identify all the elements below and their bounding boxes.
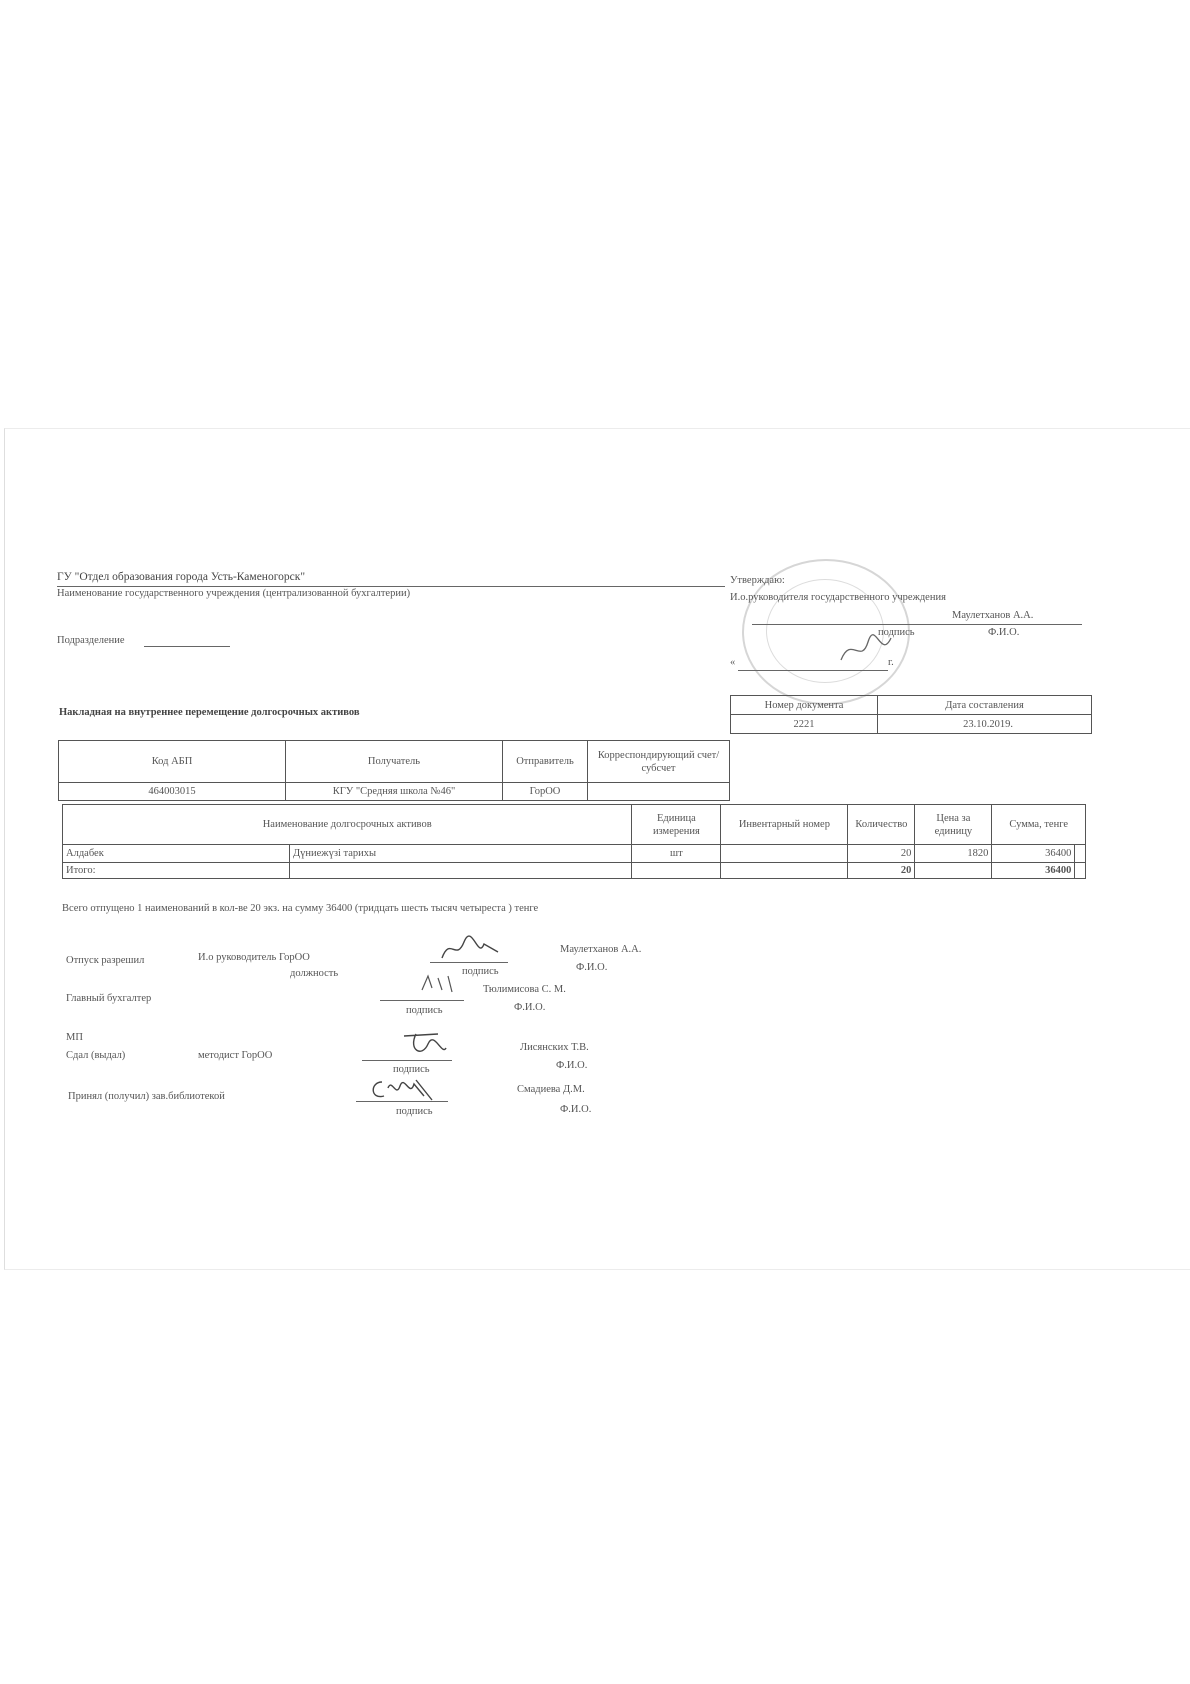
accountant-name: Тюлимисова С. М. (483, 984, 566, 995)
handed-name: Лисянских Т.В. (520, 1042, 589, 1053)
release-signature (438, 932, 508, 966)
approve-date-year: г. (888, 657, 894, 668)
org-name: ГУ "Отдел образования города Усть-Каменогорск" (57, 571, 306, 583)
table-row (63, 845, 1086, 863)
release-position: И.о руководитель ГорОО (198, 952, 310, 963)
accountant-signature (418, 970, 468, 996)
approve-sign-caption: подпись (878, 627, 915, 638)
receiver: КГУ "Средняя школа №46" (286, 783, 503, 801)
asset-price: 1820 (915, 845, 992, 863)
total-empty-3 (721, 863, 848, 879)
header-sum: Сумма, тенге (992, 805, 1086, 845)
asset-title: Дүниежүзі тарихы (290, 845, 632, 863)
accountant-label: Главный бухгалтер (66, 993, 152, 1004)
subdivision-label: Подразделение (57, 635, 125, 646)
header-quantity: Количество (848, 805, 915, 845)
received-fio-caption: Ф.И.О. (560, 1104, 592, 1115)
handed-position: методист ГорОО (198, 1050, 273, 1061)
asset-inventory (721, 845, 848, 863)
doc-number: 2221 (731, 715, 878, 734)
accountant-sign-caption: подпись (406, 1005, 443, 1016)
release-label: Отпуск разрешил (66, 955, 145, 966)
approve-fio-caption: Ф.И.О. (988, 627, 1020, 638)
total-empty-1 (290, 863, 632, 879)
header-receiver: Получатель (286, 741, 503, 783)
header-unit: Единица измерения (632, 805, 721, 845)
header-inventory: Инвентарный номер (721, 805, 848, 845)
asset-sum-extra (1075, 845, 1086, 863)
header-doc-date: Дата составления (878, 696, 1092, 715)
header-asset-name: Наименование долгосрочных активов (63, 805, 632, 845)
document-title: Накладная на внутреннее перемещение долгосрочных активов (59, 707, 360, 718)
release-fio-caption: Ф.И.О. (576, 962, 608, 973)
document-number-table (730, 695, 1092, 734)
org-name-underline (57, 586, 725, 587)
release-sign-caption: подпись (462, 966, 499, 977)
total-label: Итого: (63, 863, 290, 879)
approve-date-quote: « (730, 657, 736, 668)
total-empty-2 (632, 863, 721, 879)
asset-unit: шт (632, 845, 721, 863)
header-price: Цена за единицу (915, 805, 992, 845)
approve-position: И.о.руководителя государственного учреждения (730, 592, 946, 603)
approver-signature (836, 630, 896, 670)
asset-author: Алдабек (63, 845, 290, 863)
asset-sum: 36400 (992, 845, 1075, 863)
account (588, 783, 730, 801)
total-quantity: 20 (848, 863, 915, 879)
org-caption: Наименование государственного учреждения (централизованной бухгалтерии) (57, 588, 411, 599)
header-abp-code: Код АБП (59, 741, 286, 783)
header-doc-number: Номер документа (731, 696, 878, 715)
received-label: Принял (получил) зав.библиотекой (68, 1091, 225, 1102)
abp-code: 464003015 (59, 783, 286, 801)
abp-table (58, 740, 730, 801)
items-table (62, 804, 1086, 879)
handed-sign-caption: подпись (393, 1064, 430, 1075)
doc-date: 23.10.2019. (878, 715, 1092, 734)
header-account: Корреспондирующий счет/субсчет (588, 741, 730, 783)
asset-quantity: 20 (848, 845, 915, 863)
approve-name: Маулетханов А.А. (952, 610, 1034, 621)
handed-fio-caption: Ф.И.О. (556, 1060, 588, 1071)
approve-label: Утверждаю: (730, 575, 785, 586)
received-name: Смадиева Д.М. (517, 1084, 585, 1095)
received-sign-caption: подпись (396, 1106, 433, 1117)
release-name: Маулетханов А.А. (560, 944, 642, 955)
header-sender: Отправитель (503, 741, 588, 783)
total-empty-4 (915, 863, 992, 879)
total-sum: 36400 (992, 863, 1075, 879)
accountant-sign-line (380, 1000, 464, 1001)
total-empty-5 (1075, 863, 1086, 879)
subdivision-underline (144, 646, 230, 647)
handed-label: Сдал (выдал) (66, 1050, 126, 1061)
approve-sign-line (752, 624, 1082, 625)
accountant-fio-caption: Ф.И.О. (514, 1002, 546, 1013)
mp-label: МП (66, 1032, 83, 1043)
received-signature (366, 1074, 436, 1106)
handed-signature (398, 1030, 450, 1062)
summary-text: Всего отпущено 1 наименований в кол-ве 20 экз. на сумму 36400 (тридцать шесть тысяч четыреста ) тенге (62, 903, 539, 914)
approve-date-line (738, 670, 888, 671)
release-position-caption: должность (290, 968, 339, 979)
sender: ГорОО (503, 783, 588, 801)
total-row (63, 863, 1086, 879)
